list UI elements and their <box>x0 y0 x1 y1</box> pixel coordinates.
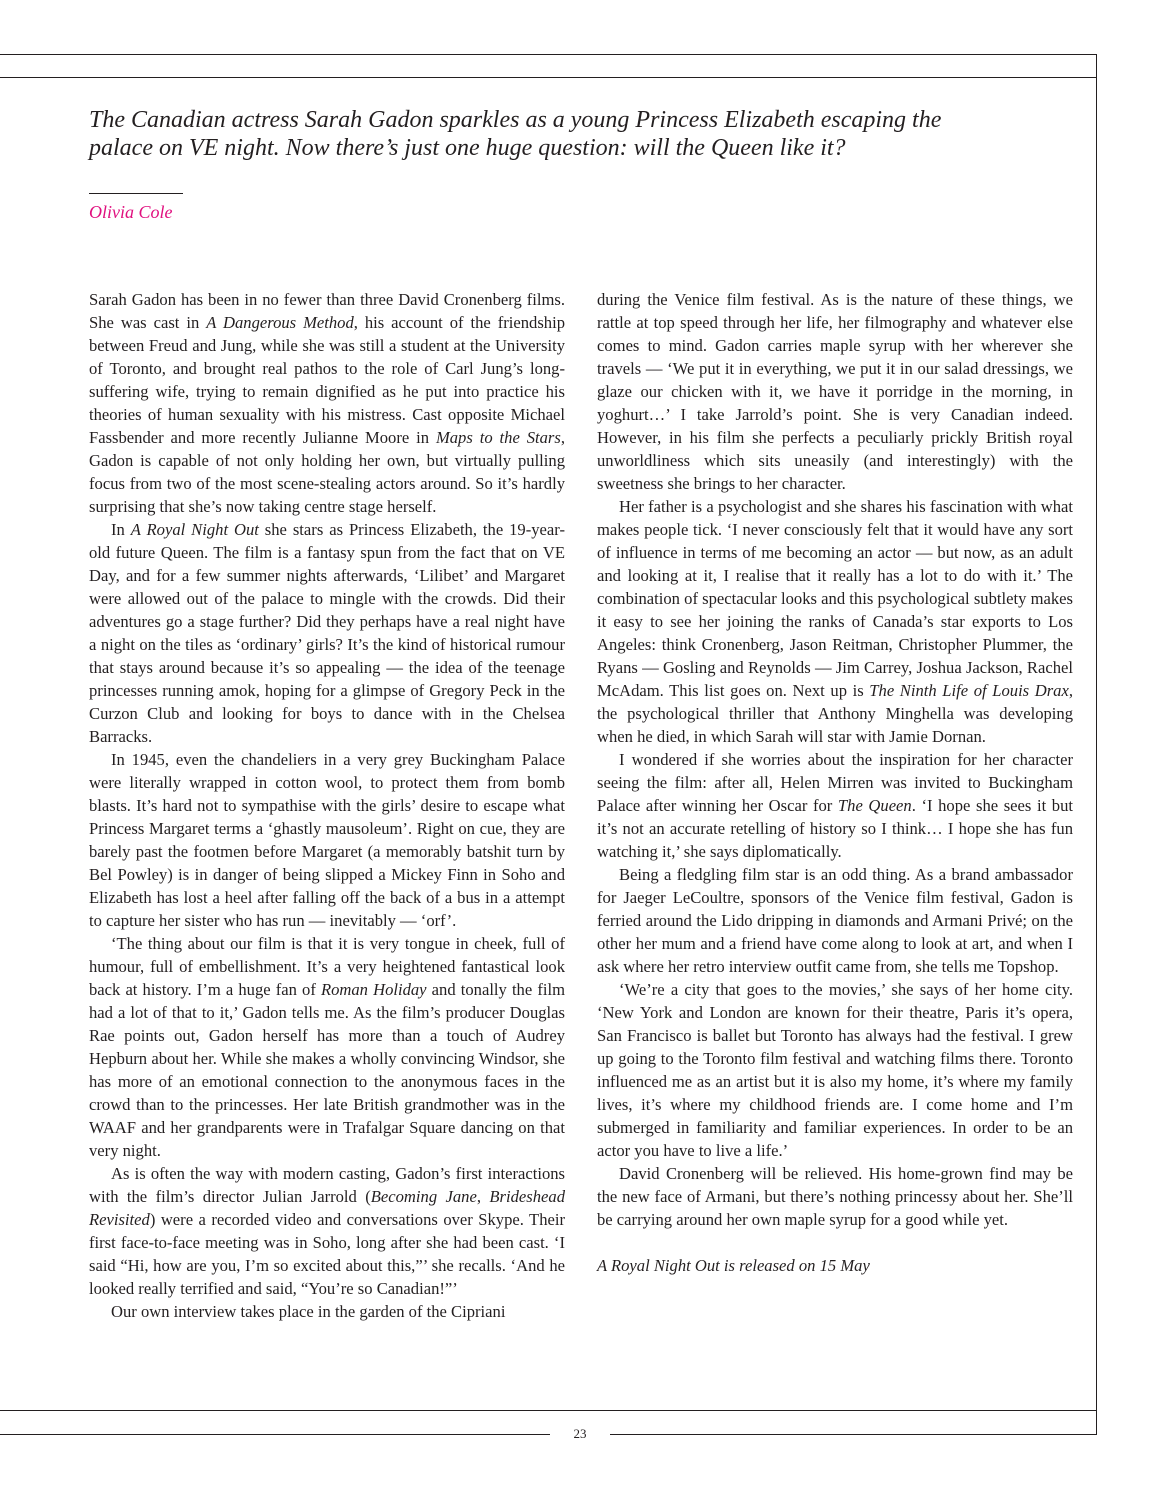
title-italic: A Dangerous Method <box>206 313 354 332</box>
top-rule-outer <box>0 54 1097 55</box>
article-paragraph <box>89 1300 565 1323</box>
paragraph-text: Being a fledgling film star is an odd thing. As a brand ambassador for Jaeger LeCoultre, sponsors of the Venice film festival, Gadon is ferried around the Lido dripping in diamonds and Armani Privé; on the other her mum and a friend have come along to look at art, and when I ask where her retro interview outfit came from, she tells me Topshop. <box>597 865 1073 976</box>
article-paragraph <box>597 288 1073 495</box>
title-italic: The Ninth Life of Louis Drax <box>869 681 1069 700</box>
byline-rule <box>89 193 183 194</box>
bottom-frame-rule <box>0 1410 1097 1411</box>
article-paragraph <box>89 932 565 1162</box>
paragraph-text: , the psychological thriller that Anthony Minghella was developing when he died, in which Sarah will star with Jamie Dornan. <box>597 681 1074 746</box>
footer-rule-right <box>610 1434 1097 1435</box>
paragraph-text: As is often the way with modern casting, Gadon’s first interactions with the film’s director Julian Jarrold ( <box>89 1164 565 1206</box>
title-italic: Maps to the Stars <box>435 428 561 447</box>
title-italic: Becoming Jane <box>370 1187 477 1206</box>
paragraph-text: she stars as Princess Elizabeth, the 19-year-old future Queen. The film is a fantasy spun from the fact that on VE Day, and for a few summer nights afterwards, ‘Lilibet’ and Margaret were allowed out of the palace to mingle with the crowds. Did their adventures go a stage further? Did they perhaps have a real night have a night on the tiles as ‘ordinary’ girls? It’s the kind of historical rumour that stays around because it’s so appealing — the idea of the teenage princesses running amok, hoping for a glimpse of Gregory Peck in the Curzon Club and looking for boys to dance with in the Chelsea Barracks. <box>89 520 565 746</box>
title-italic: Brideshead Revisited <box>89 1187 566 1229</box>
byline: Olivia Cole <box>89 202 173 222</box>
paragraph-text: In <box>111 520 131 539</box>
article-paragraph <box>89 748 565 932</box>
paragraph-text: David Cronenberg will be relieved. His home-grown find may be the new face of Armani, but there’s nothing princessy about her. She’ll be carrying around her own maple syrup for a good while yet. <box>597 1164 1073 1229</box>
paragraph-text: ‘We’re a city that goes to the movies,’ she says of her home city. ‘New York and London are known for their theatre, Paris it’s opera, San Francisco is ballet but Toronto has always had the festival. I grew up going to the Toronto film festival and watching films there. Toronto influenced me as an artist but it is also my home, it’s where my family lives, it’s where my childhood friends are. I come home and I’m submerged in familiarity and familiar experiences. In order to be an actor you have to live a life.’ <box>597 980 1073 1160</box>
paragraph-text: In 1945, even the chandeliers in a very grey Buckingham Palace were literally wrapped in cotton wool, to protect them from bomb blasts. It’s hard not to sympathise with the girls’ desire to escape what Princess Margaret terms a ‘ghastly mausoleum’. Right on cue, they are barely past the footmen before Margaret (a memorably batshit turn by Bel Powley) is in danger of being slipped a Mickey Finn in Soho and Elizabeth has lost a heel after falling off the back of a bus in a attempt to capture her sister who has run — inevitably — ‘orf’. <box>89 750 565 930</box>
paragraph-text: Our own interview takes place in the garden of the Cipriani <box>111 1302 506 1321</box>
paragraph-text: I wondered if she worries about the inspiration for her character seeing the film: after all, Helen Mirren was invited to Buckingham Palace after winning her Oscar for <box>597 750 1073 815</box>
paragraph-text: . ‘I hope she sees it but it’s not an accurate retelling of history so I think… I hope she has fun watching it,’ she says diplomatically. <box>597 796 1073 861</box>
paragraph-text: , Gadon is capable of not only holding her own, but virtually pulling focus from two of the most scene-stealing actors around. So it’s hardly surprising that she’s now taking centre stage herself. <box>89 428 565 516</box>
page-number: 23 <box>573 1426 587 1441</box>
paragraph-text: during the Venice film festival. As is the nature of these things, we rattle at top speed through her life, her filmography and whatever else comes to mind. Gadon carries maple syrup with her wherever she travels — ‘We put it in everything, we put it in our salad dressings, we glaze our chicken with it, we have it porridge in the morning, in yoghurt…’ I take Jarrold’s point. She is very Canadian indeed. However, in his film she perfects a peculiarly prickly British royal unworldliness which sits uneasily (and interestingly) with the sweetness she brings to her character. <box>597 290 1073 493</box>
paragraph-text: , <box>476 1187 490 1206</box>
release-note: A Royal Night Out is released on 15 May <box>597 1256 870 1275</box>
paragraph-text: ‘The thing about our film is that it is very tongue in cheek, full of humour, full of embellishment. It’s a very heightened fantastical look back at history. I’m a huge fan of <box>89 934 565 999</box>
paragraph-text: , his account of the friendship between Freud and Jung, while she was still a student at the University of Toronto, and brought real pathos to the role of Carl Jung’s long-suffering wife, trying to remain dignified as he put into practice his theories of human sexuality with his mistress. Cast opposite Michael Fassbender and more recently Julianne Moore in <box>89 313 565 447</box>
right-frame-rule <box>1096 54 1097 1435</box>
paragraph-text: Her father is a psychologist and she shares his fascination with what makes people tick. ‘I never consciously felt that it would have any sort of influence in terms of me becoming an actor — but now, as an adult and looking at it, I realise that it really has a lot to do with it.’ The combination of spectacular looks and this psychological subtlety makes it easy to see her joining the ranks of Canada’s star exports to Los Angeles: think Cronenberg, Jason Reitman, Christopher Plummer, the Ryans — Gosling and Reynolds — Jim Carrey, Joshua Jackson, Rachel McAdam. This list goes on. Next up is <box>597 497 1073 700</box>
paragraph-text: and tonally the film had a lot of that to it,’ Gadon tells me. As the film’s producer Douglas Rae points out, Gadon herself has more than a touch of Audrey Hepburn about her. While she makes a wholly convincing Windsor, she has more of an emotional connection to the anonymous faces in the crowd than to the princesses. Her late British grandmother was in the WAAF and her grandparents were in Trafalgar Square dancing on that very night. <box>89 980 565 1160</box>
article-paragraph <box>89 1162 565 1300</box>
article-column-left <box>89 288 565 1323</box>
paragraph-text: Sarah Gadon has been in no fewer than three David Cronenberg films. She was cast in <box>89 290 565 332</box>
article-paragraph <box>89 518 565 748</box>
title-italic: Roman Holiday <box>320 980 427 999</box>
article-paragraph <box>597 495 1073 748</box>
article-paragraph <box>597 748 1073 863</box>
title-italic: A Royal Night Out <box>130 520 259 539</box>
article-paragraph <box>89 288 565 518</box>
article-paragraph <box>597 863 1073 978</box>
article-column-right <box>597 288 1073 1277</box>
paragraph-text: ) were a recorded video and conversations over Skype. Their first face-to-face meeting was in Soho, long after she had been cast. ‘I said “Hi, how are you, I’m so excited about this,”’ she recalls. ‘And he looked really terrified and said, “You’re so Canadian!”’ <box>89 1210 565 1298</box>
article-paragraph <box>597 978 1073 1162</box>
article-paragraph <box>597 1162 1073 1231</box>
top-rule-inner <box>0 77 1097 78</box>
footer-rule-left <box>0 1434 550 1435</box>
standfirst: The Canadian actress Sarah Gadon sparkles as a young Princess Elizabeth escaping the palace on VE night. Now there’s just one huge question: will the Queen like it? <box>89 107 942 161</box>
title-italic: The Queen <box>837 796 912 815</box>
